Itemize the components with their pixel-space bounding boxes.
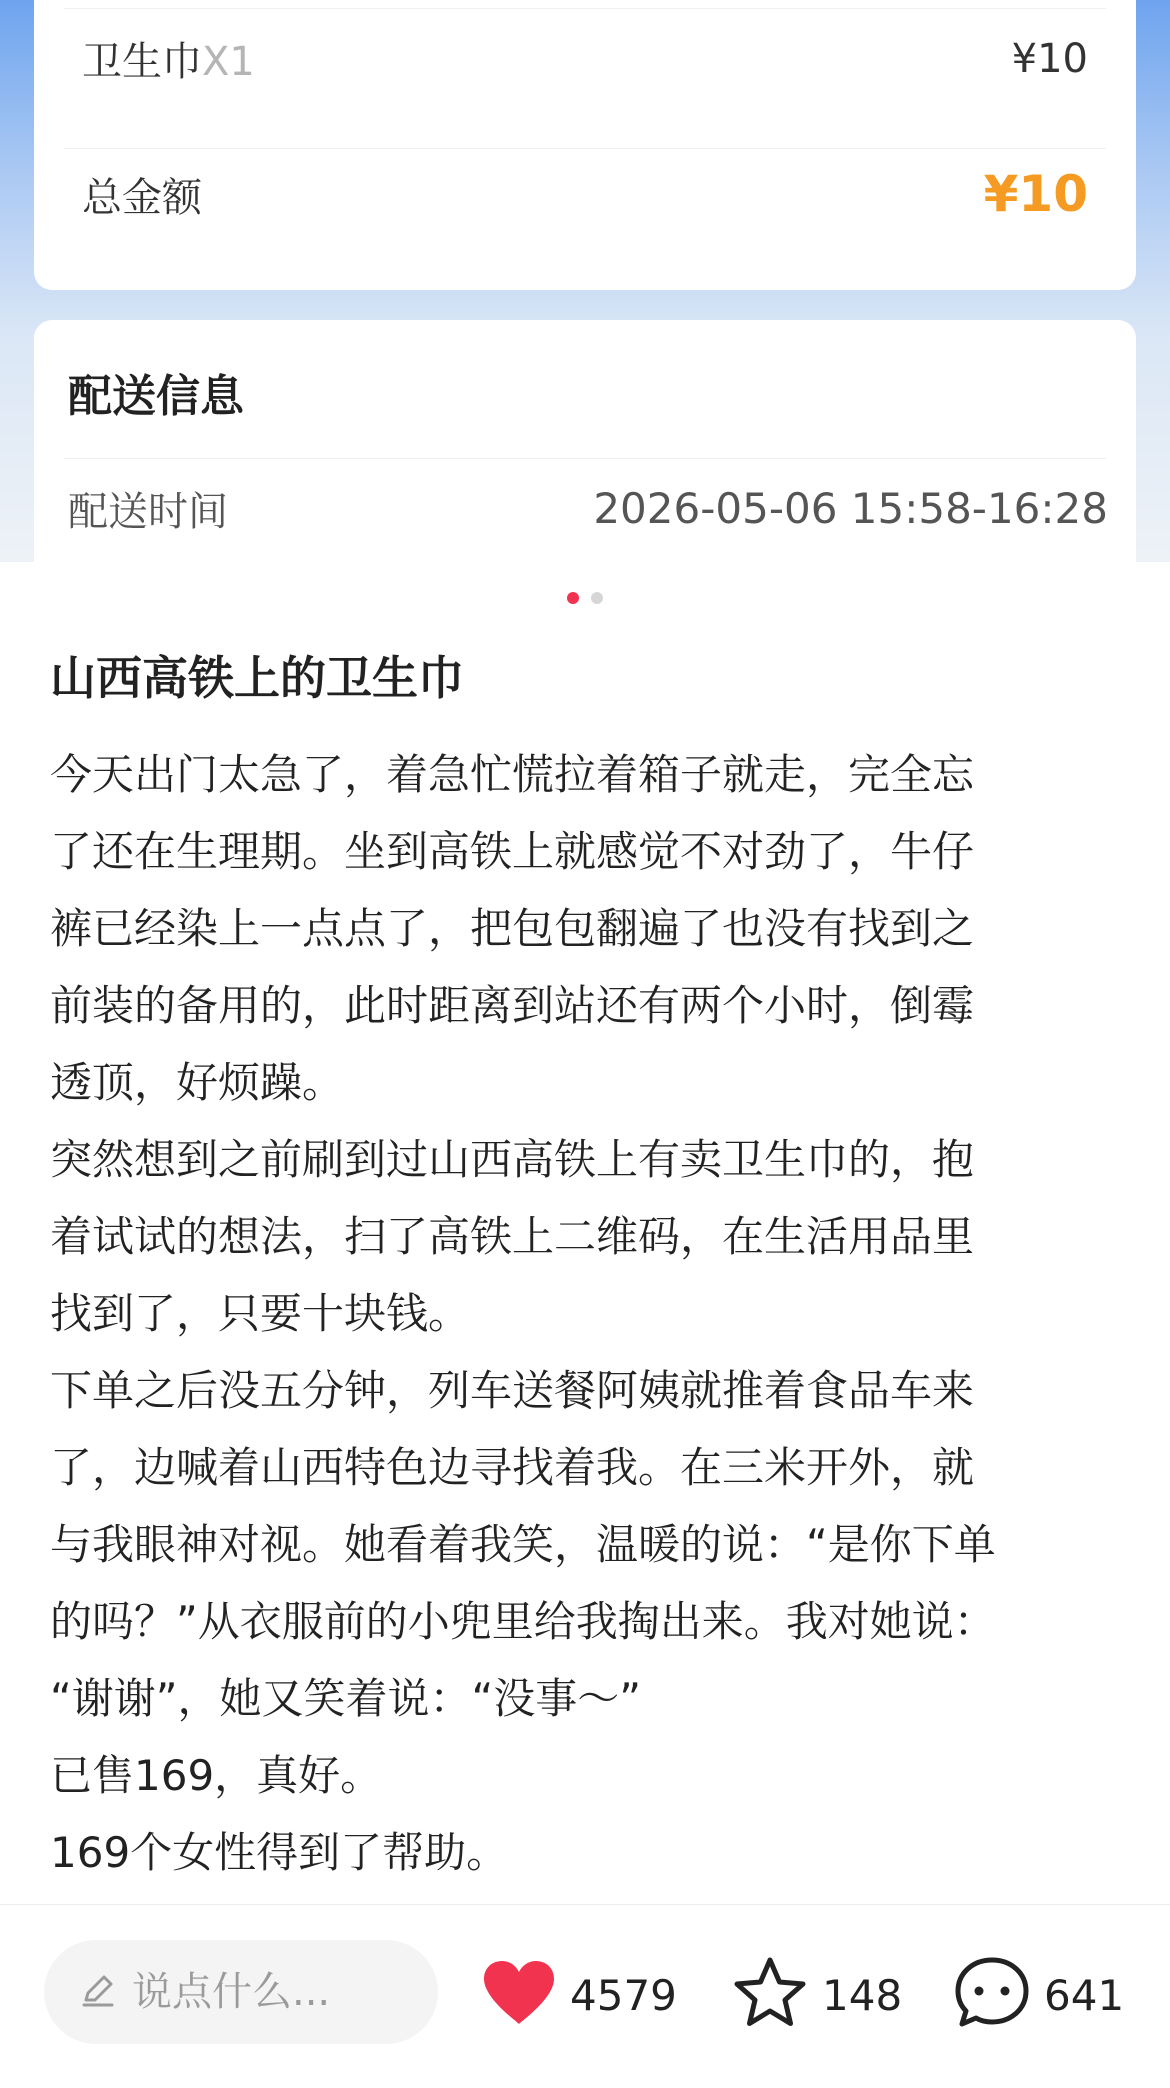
total-label: 总金额: [82, 174, 202, 221]
delivery-time-row: [68, 480, 1108, 537]
divider: [64, 458, 1106, 459]
delivery-time-value: 2026-05-06 15:58-16:28: [593, 484, 1108, 533]
order-item: [82, 30, 255, 87]
star-icon: [730, 1955, 810, 2035]
comment-count: 641: [1044, 1970, 1125, 2020]
carousel-dot-active[interactable]: [567, 592, 579, 604]
post-body: [50, 736, 1130, 1891]
bottom-action-bar: [0, 1904, 1170, 2088]
delivery-time-label: 配送时间: [68, 489, 228, 535]
order-screenshot: [0, 0, 1170, 562]
comment-input[interactable]: [132, 1969, 412, 2015]
comment-input-box[interactable]: [44, 1940, 438, 2044]
heart-icon: [480, 1958, 558, 2032]
delivery-card: [34, 320, 1136, 562]
favorite-button[interactable]: [730, 1955, 902, 2035]
delivery-title: 配送信息: [68, 371, 244, 422]
item-name: 卫生巾: [82, 39, 202, 85]
total-row: [82, 165, 1088, 223]
comment-button[interactable]: [952, 1955, 1124, 2035]
item-quantity: X1: [202, 39, 255, 85]
favorite-count: 148: [822, 1970, 903, 2020]
divider: [64, 148, 1106, 149]
item-price: ¥10: [1011, 35, 1088, 82]
post-paragraph: 今天出门太急了，着急忙慌拉着箱子就走，完全忘 了还在生理期。坐到高铁上就感觉不对劲了，牛仔 裤已经染上一点点了，把包包翻遍了也没有找到之 前装的备用的，此时距离到站还有两个小时，倒霉 透顶，好烦躁。: [50, 750, 975, 1107]
post-paragraph: 169个女性得到了帮助。: [50, 1828, 509, 1877]
carousel-dot[interactable]: [591, 592, 603, 604]
post-title: 山西高铁上的卫生巾: [50, 651, 464, 705]
divider: [64, 8, 1106, 9]
post-paragraph: 突然想到之前刷到过山西高铁上有卖卫生巾的，抱 着试试的想法，扫了高铁上二维码，在生活用品里 找到了，只要十块钱。: [50, 1135, 975, 1338]
order-card: [34, 0, 1136, 290]
comment-bubble-icon: [952, 1954, 1032, 2036]
post-paragraph: 已售169，真好。: [50, 1751, 383, 1800]
like-count: 4579: [570, 1970, 677, 2020]
pencil-icon: [78, 1970, 118, 2014]
like-button[interactable]: [480, 1955, 677, 2035]
carousel-indicator: [0, 592, 1170, 604]
total-amount: ¥10: [983, 165, 1088, 223]
order-item-row: [82, 30, 1088, 87]
post-paragraph: 下单之后没五分钟，列车送餐阿姨就推着食品车来 了，边喊着山西特色边寻找着我。在三米开外，就 与我眼神对视。她看着我笑，温暖的说：“是你下单 的吗？”从衣服前的小兜里给我掏出来。我对她说： “谢谢”，她又笑着说：“没事～”: [50, 1366, 996, 1723]
